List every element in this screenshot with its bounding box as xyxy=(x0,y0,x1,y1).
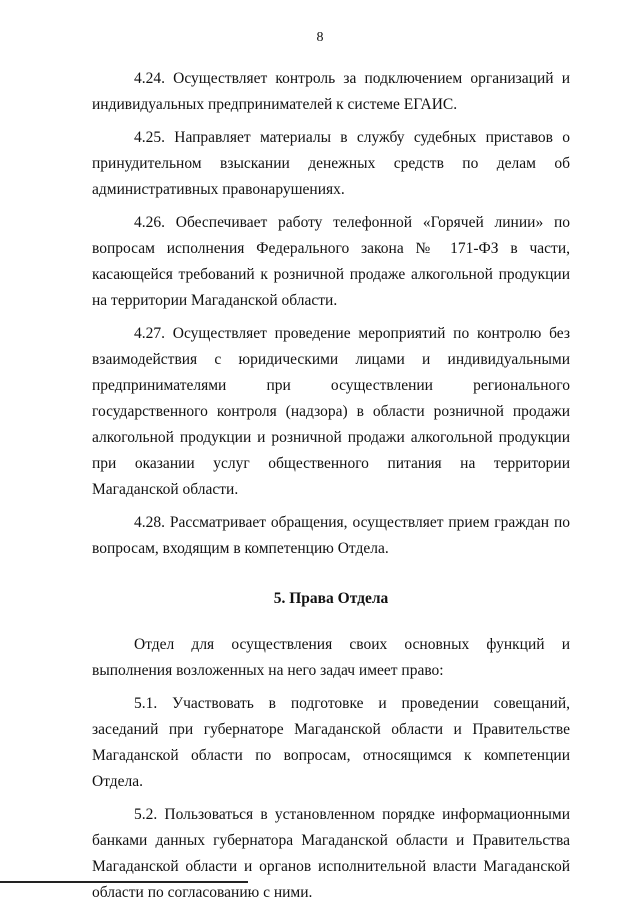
paragraph-5-1: 5.1. Участвовать в подготовке и проведении совещаний, заседаний при губернаторе Магаданской области и Правительстве Магаданской области по вопросам, относящимся к компетенции Отдела. xyxy=(92,695,570,790)
paragraph-4-27: 4.27. Осуществляет проведение мероприятий по контролю без взаимодействия с юридическими лицами и индивидуальными предпринимателями при осуществлении регионального государственного контроля (надзора) в области розничной продажи алкогольной продукции и розничной продажи алкогольной продукции при оказании услуг общественного питания на территории Магаданской области. xyxy=(92,325,570,498)
page-number: 8 xyxy=(316,30,324,45)
paragraph-4-28: 4.28. Рассматривает обращения, осуществляет прием граждан по вопросам, входящим в компетенцию Отдела. xyxy=(92,514,570,557)
section-heading: 5. Права Отдела xyxy=(273,590,389,607)
paragraph-4-24: 4.24. Осуществляет контроль за подключением организаций и индивидуальных предпринимателей к системе ЕГАИС. xyxy=(92,70,570,113)
paragraph-intro: Отдел для осуществления своих основных функций и выполнения возложенных на него задач имеет право: xyxy=(92,636,570,679)
paragraph-5-2: 5.2. Пользоваться в установленном порядке информационными банками данных губернатора Магаданской области и Правительства Магаданской области и органов исполнительной власти Магаданской области по согласованию с ними. xyxy=(92,806,570,901)
paragraph-4-26: 4.26. Обеспечивает работу телефонной «Горячей линии» по вопросам исполнения Федерального закона № 171-ФЗ в части, касающейся требований к розничной продаже алкогольной продукции на территории Магаданской области. xyxy=(92,214,570,309)
document-body xyxy=(92,66,570,913)
paragraph-4-25: 4.25. Направляет материалы в службу судебных приставов о принудительном взыскании денежных средств по делам об административных правонарушениях. xyxy=(92,129,570,198)
footer-divider xyxy=(0,881,248,883)
